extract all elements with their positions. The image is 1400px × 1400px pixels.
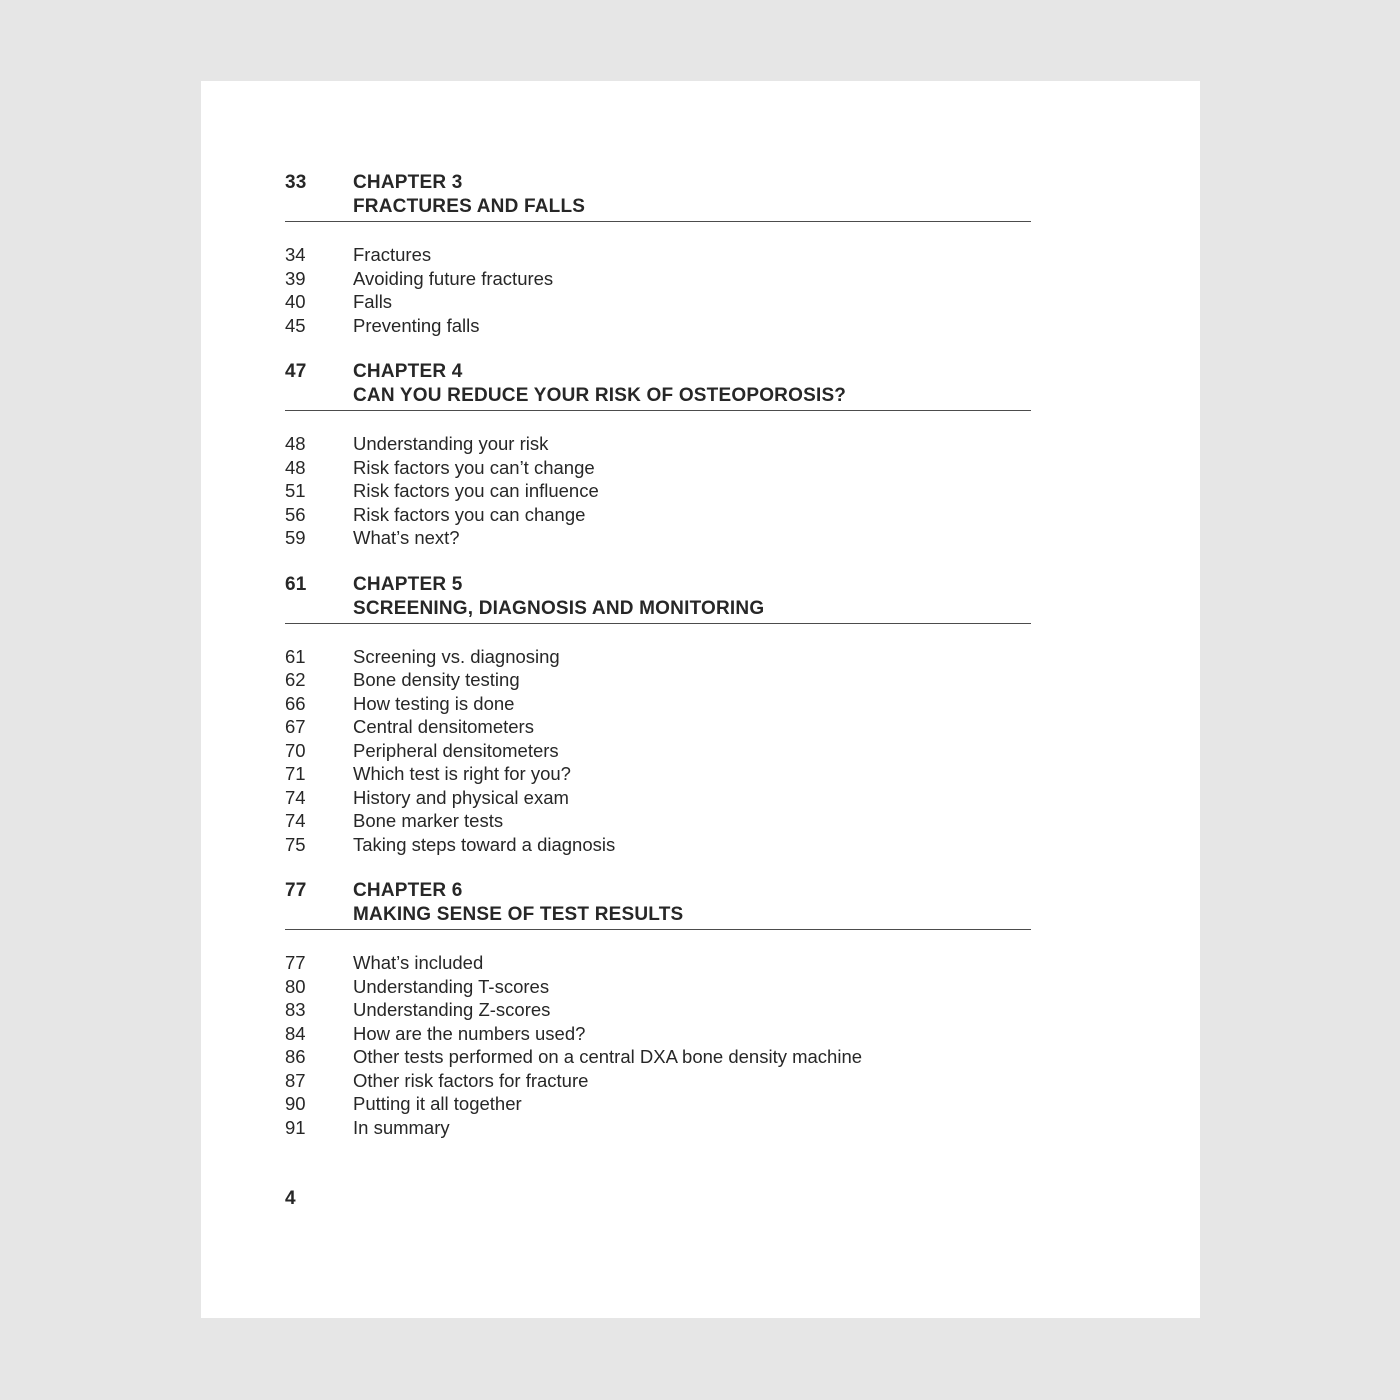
entry-title: Bone marker tests <box>353 810 504 831</box>
section-divider <box>285 623 1031 624</box>
entry-page-number: 70 <box>285 739 306 761</box>
entry-title: History and physical exam <box>353 786 569 808</box>
chapter-header <box>285 879 1200 927</box>
entry-page-number: 77 <box>285 952 306 973</box>
entry-page-number: 48 <box>285 433 306 454</box>
document-page <box>201 81 1200 1318</box>
entry-page-number: 67 <box>285 716 306 737</box>
section-divider <box>285 410 1031 411</box>
entry-title: Putting it all together <box>353 1093 522 1114</box>
chapter-page-number: 77 <box>285 880 307 901</box>
entry-page-number: 91 <box>285 1116 306 1138</box>
toc-entry <box>285 267 1200 291</box>
entry-title: Other tests performed on a central DXA bone density machine <box>353 1046 863 1067</box>
entry-title: Risk factors you can change <box>353 503 586 525</box>
toc-entry-list <box>285 645 1200 857</box>
toc-entry <box>285 479 1200 503</box>
page-footer-number: 4 <box>285 1188 296 1209</box>
entry-page-number: 51 <box>285 480 306 501</box>
entry-title: How are the numbers used? <box>353 1022 586 1044</box>
chapter-title: MAKING SENSE OF TEST RESULTS <box>353 904 684 925</box>
chapter-page-number: 33 <box>285 172 307 193</box>
toc-entry <box>285 998 1200 1022</box>
toc-entry <box>285 1022 1200 1046</box>
toc-entry <box>285 715 1200 739</box>
entry-title: Central densitometers <box>353 716 534 737</box>
entry-title: Bone density testing <box>353 669 520 690</box>
toc-entry <box>285 1045 1200 1069</box>
entry-title: Peripheral densitometers <box>353 739 559 761</box>
entry-page-number: 34 <box>285 244 306 265</box>
toc-entry <box>285 762 1200 786</box>
toc-entry <box>285 739 1200 763</box>
section-divider <box>285 929 1031 930</box>
entry-page-number: 84 <box>285 1022 306 1044</box>
chapter-label: CHAPTER 4 <box>353 361 463 382</box>
toc-entry <box>285 526 1200 550</box>
entry-page-number: 45 <box>285 314 306 336</box>
entry-title: Fractures <box>353 244 432 265</box>
chapter-header <box>285 573 1200 621</box>
entry-page-number: 86 <box>285 1046 306 1067</box>
toc-entry <box>285 456 1200 480</box>
entry-page-number: 62 <box>285 669 306 690</box>
entry-title: Risk factors you can’t change <box>353 456 595 478</box>
chapter-page-number: 47 <box>285 361 307 382</box>
toc-section <box>285 171 1200 337</box>
toc-entry <box>285 1116 1200 1140</box>
entry-title: Preventing falls <box>353 314 480 336</box>
chapter-titles <box>353 360 846 408</box>
chapter-label: CHAPTER 3 <box>353 172 463 193</box>
toc-entry-list <box>285 432 1200 550</box>
entry-title: Understanding Z-scores <box>353 999 551 1020</box>
toc-section <box>285 360 1200 550</box>
toc-entry <box>285 432 1200 456</box>
entry-title: Screening vs. diagnosing <box>353 645 560 667</box>
section-divider <box>285 221 1031 222</box>
entry-title: In summary <box>353 1116 450 1138</box>
chapter-header <box>285 171 1200 219</box>
chapter-titles <box>353 879 683 927</box>
entry-title: Understanding your risk <box>353 433 549 454</box>
entry-page-number: 40 <box>285 291 306 312</box>
toc-entry <box>285 975 1200 999</box>
toc-entry <box>285 692 1200 716</box>
entry-page-number: 87 <box>285 1069 306 1091</box>
entry-title: Avoiding future fractures <box>353 267 554 289</box>
entry-page-number: 59 <box>285 527 306 548</box>
chapter-label: CHAPTER 6 <box>353 880 463 901</box>
toc-entry <box>285 243 1200 267</box>
entry-page-number: 75 <box>285 833 306 855</box>
entry-page-number: 48 <box>285 456 306 478</box>
chapter-title: SCREENING, DIAGNOSIS AND MONITORING <box>353 597 765 619</box>
chapter-title: CAN YOU REDUCE YOUR RISK OF OSTEOPOROSIS? <box>353 385 847 406</box>
entry-page-number: 39 <box>285 267 306 289</box>
toc-entry <box>285 809 1200 833</box>
entry-page-number: 83 <box>285 999 306 1020</box>
entry-page-number: 71 <box>285 763 306 784</box>
entry-page-number: 90 <box>285 1093 306 1114</box>
entry-page-number: 80 <box>285 975 306 997</box>
entry-title: Risk factors you can influence <box>353 480 599 501</box>
toc-entry <box>285 786 1200 810</box>
entry-title: Understanding T-scores <box>353 975 550 997</box>
entry-page-number: 74 <box>285 810 306 831</box>
toc-entry <box>285 951 1200 975</box>
toc-section <box>285 879 1200 1139</box>
entry-title: Which test is right for you? <box>353 763 571 784</box>
toc-entry <box>285 314 1200 338</box>
entry-page-number: 56 <box>285 503 306 525</box>
entry-title: Other risk factors for fracture <box>353 1069 589 1091</box>
entry-page-number: 74 <box>285 786 306 808</box>
chapter-label: CHAPTER 5 <box>353 573 463 595</box>
toc-entry-list <box>285 951 1200 1139</box>
toc-entry <box>285 503 1200 527</box>
toc-entry <box>285 1069 1200 1093</box>
chapter-titles <box>353 171 585 219</box>
entry-page-number: 66 <box>285 692 306 714</box>
chapter-header <box>285 360 1200 408</box>
entry-title: Falls <box>353 291 393 312</box>
toc-entry <box>285 833 1200 857</box>
toc-section <box>285 573 1200 857</box>
entry-page-number: 61 <box>285 645 306 667</box>
chapter-title: FRACTURES AND FALLS <box>353 196 586 217</box>
toc-sections <box>285 171 1200 1139</box>
entry-title: Taking steps toward a diagnosis <box>353 833 616 855</box>
toc-content <box>201 81 1200 1211</box>
entry-title: How testing is done <box>353 692 515 714</box>
toc-entry <box>285 290 1200 314</box>
toc-entry-list <box>285 243 1200 337</box>
entry-title: What’s included <box>353 952 484 973</box>
toc-entry <box>285 668 1200 692</box>
toc-entry <box>285 645 1200 669</box>
chapter-titles <box>353 573 764 621</box>
entry-title: What’s next? <box>353 527 460 548</box>
chapter-page-number: 61 <box>285 573 307 595</box>
toc-entry <box>285 1092 1200 1116</box>
